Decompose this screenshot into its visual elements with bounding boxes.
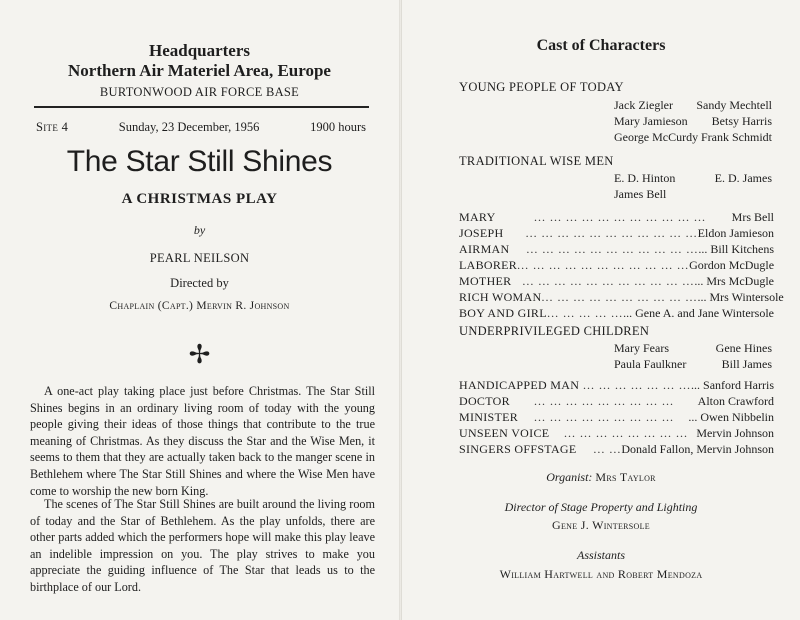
header-rule: [34, 106, 369, 108]
cast-name: Mary Jamieson: [614, 114, 688, 128]
base-name: BURTONWOOD AIR FORCE BASE: [99, 85, 300, 99]
role-row: [459, 306, 774, 321]
role-row: [459, 290, 784, 305]
role-name: JOSEPH: [459, 226, 504, 240]
actor-name: ... Bill Kitchens: [698, 242, 774, 256]
role-row: [459, 442, 774, 457]
role-row: [459, 226, 774, 241]
header-line-1: Headquarters: [148, 41, 251, 60]
right-page: [402, 0, 800, 620]
actor-name: Donald Fallon, Mervin Johnson: [621, 442, 774, 456]
leader-dots: ... ... ... ... ... ... ... ...: [564, 426, 688, 440]
actor-name: ... Owen Nibbelin: [688, 410, 774, 424]
header-line-2: Northern Air Materiel Area, Europe: [68, 61, 331, 80]
left-page: [0, 0, 399, 620]
role-row: [459, 258, 774, 273]
organist-name: Mrs Taylor: [595, 470, 656, 484]
star-ornament-icon: ✢: [188, 340, 211, 369]
cast-name: Gene Hines: [715, 341, 772, 355]
cast-name: Bill James: [721, 357, 772, 371]
group-heading-young-people: YOUNG PEOPLE OF TODAY: [459, 80, 624, 94]
actor-name: ... Gene A. and Jane Wintersole: [623, 306, 774, 320]
role-row: [459, 410, 774, 425]
role-name: UNSEEN VOICE: [459, 426, 550, 440]
leader-dots: ... ... ... ... ... ... ... ... ...: [534, 394, 674, 408]
actor-name: ... Mrs Wintersole: [697, 290, 784, 304]
leader-dots: ... ... ... ... ... ... ...: [583, 378, 692, 392]
assistants-label: Assistants: [576, 548, 625, 562]
actor-name: Mrs Bell: [731, 210, 774, 224]
organist-label: Organist:: [546, 470, 593, 484]
role-name: BOY AND GIRL: [459, 306, 547, 320]
role-name: LABORER: [459, 258, 518, 272]
cast-name: E. D. James: [714, 171, 772, 185]
actor-name: Mervin Johnson: [696, 426, 774, 440]
role-name: HANDICAPPED MAN: [459, 378, 580, 392]
play-subtitle: A CHRISTMAS PLAY: [121, 191, 278, 207]
event-meta: [36, 120, 366, 135]
role-row: [459, 426, 774, 441]
role-row: [459, 378, 774, 393]
actor-name: Alton Crawford: [697, 394, 774, 408]
synopsis-paragraph-1: A one-act play taking place just before Christmas. The Star Still Shines begins in an ordinary living room of today with the young people giving their ideas of those things that contribute to the true meaning of Christmas. As they discuss the Star and the Wise Men, it seems to them that they are actually taken back to the manger scene in Bethlehem where The Star Still Shines and where the Wise Men have come to worship the new born King.: [30, 384, 375, 498]
author-name: PEARL NEILSON: [149, 251, 250, 265]
cast-name: Sandy Mechtell: [696, 98, 772, 112]
actor-name: ... Mrs McDugle: [694, 274, 774, 288]
role-name: MINISTER: [459, 410, 519, 424]
directed-by-label: Directed by: [170, 276, 229, 290]
role-row: [459, 210, 774, 225]
actor-name: ... Sanford Harris: [691, 378, 774, 392]
actor-name: Gordon McDugle: [689, 258, 775, 272]
role-name: DOCTOR: [459, 394, 510, 408]
cast-name: Frank Schmidt: [701, 130, 772, 144]
leader-dots: ... ... ... ... ... ... ... ... ... ... ...: [522, 274, 695, 288]
group-heading-children: UNDERPRIVILEGED CHILDREN: [459, 324, 650, 338]
wise-men-col2: [657, 170, 772, 186]
play-title: The Star Still Shines: [66, 145, 333, 178]
organist-credit: [402, 470, 800, 485]
cast-name: James Bell: [614, 187, 667, 201]
role-row: [459, 394, 774, 409]
role-name: MOTHER: [459, 274, 512, 288]
role-name: MARY: [459, 210, 496, 224]
role-name: SINGERS OFFSTAGE: [459, 442, 577, 456]
stage-director-name: Gene J. Wintersole: [552, 518, 650, 532]
synopsis-paragraph-2: The scenes of The Star Still Shines are built around the living room of today and the Star of Bethlehem. As the play unfolds, there are other parts added which the performers hope will make this play leave an indelible impression on you. The play strives to make you appreciate the guiding influence of The Star that leads us to the birthplace of our Lord.: [30, 497, 375, 594]
event-time: 1900 hours: [310, 120, 366, 134]
by-label: by: [193, 223, 206, 237]
leader-dots: ... ... ... ... ... ... ... ... ...: [534, 410, 674, 424]
cast-name: Paula Faulkner: [614, 357, 687, 371]
cast-name: George McCurdy: [614, 130, 699, 144]
cast-name: Mary Fears: [614, 341, 669, 355]
leader-dots: ... ... ... ... ... ... ... ... ... ... ...: [534, 210, 706, 224]
leader-dots: ... ... ... ... ... ... ... ... ... ... ...: [526, 242, 699, 256]
cast-title: Cast of Characters: [536, 37, 666, 54]
role-row: [459, 242, 774, 257]
leader-dots: ... ...: [593, 442, 622, 456]
cast-name: E. D. Hinton: [614, 171, 676, 185]
stage-director-label: Director of Stage Property and Lighting: [504, 500, 698, 514]
role-name: RICH WOMAN: [459, 290, 542, 304]
actor-name: Eldon Jamieson: [697, 226, 774, 240]
director-name: Chaplain (Capt.) Mervin R. Johnson: [109, 300, 290, 312]
site-label: Site 4: [36, 120, 69, 134]
children-col2: [657, 340, 772, 372]
role-name: AIRMAN: [459, 242, 510, 256]
role-row: [459, 274, 774, 289]
young-people-col2: [657, 97, 772, 145]
event-date: Sunday, 23 December, 1956: [118, 120, 260, 134]
cast-name: Betsy Harris: [711, 114, 772, 128]
leader-dots: ... ... ... ... ... ... ... ... ... ...: [541, 290, 698, 304]
leader-dots: ... ... ... ... ...: [547, 306, 624, 320]
cast-name: Jack Ziegler: [614, 98, 673, 112]
leader-dots: ... ... ... ... ... ... ... ... ... ... ...: [525, 226, 698, 240]
leader-dots: ... ... ... ... ... ... ... ... ... ... ...: [517, 258, 690, 272]
assistants-names: William Hartwell and Robert Mendoza: [499, 567, 703, 581]
group-heading-wise-men: TRADITIONAL WISE MEN: [459, 154, 614, 168]
